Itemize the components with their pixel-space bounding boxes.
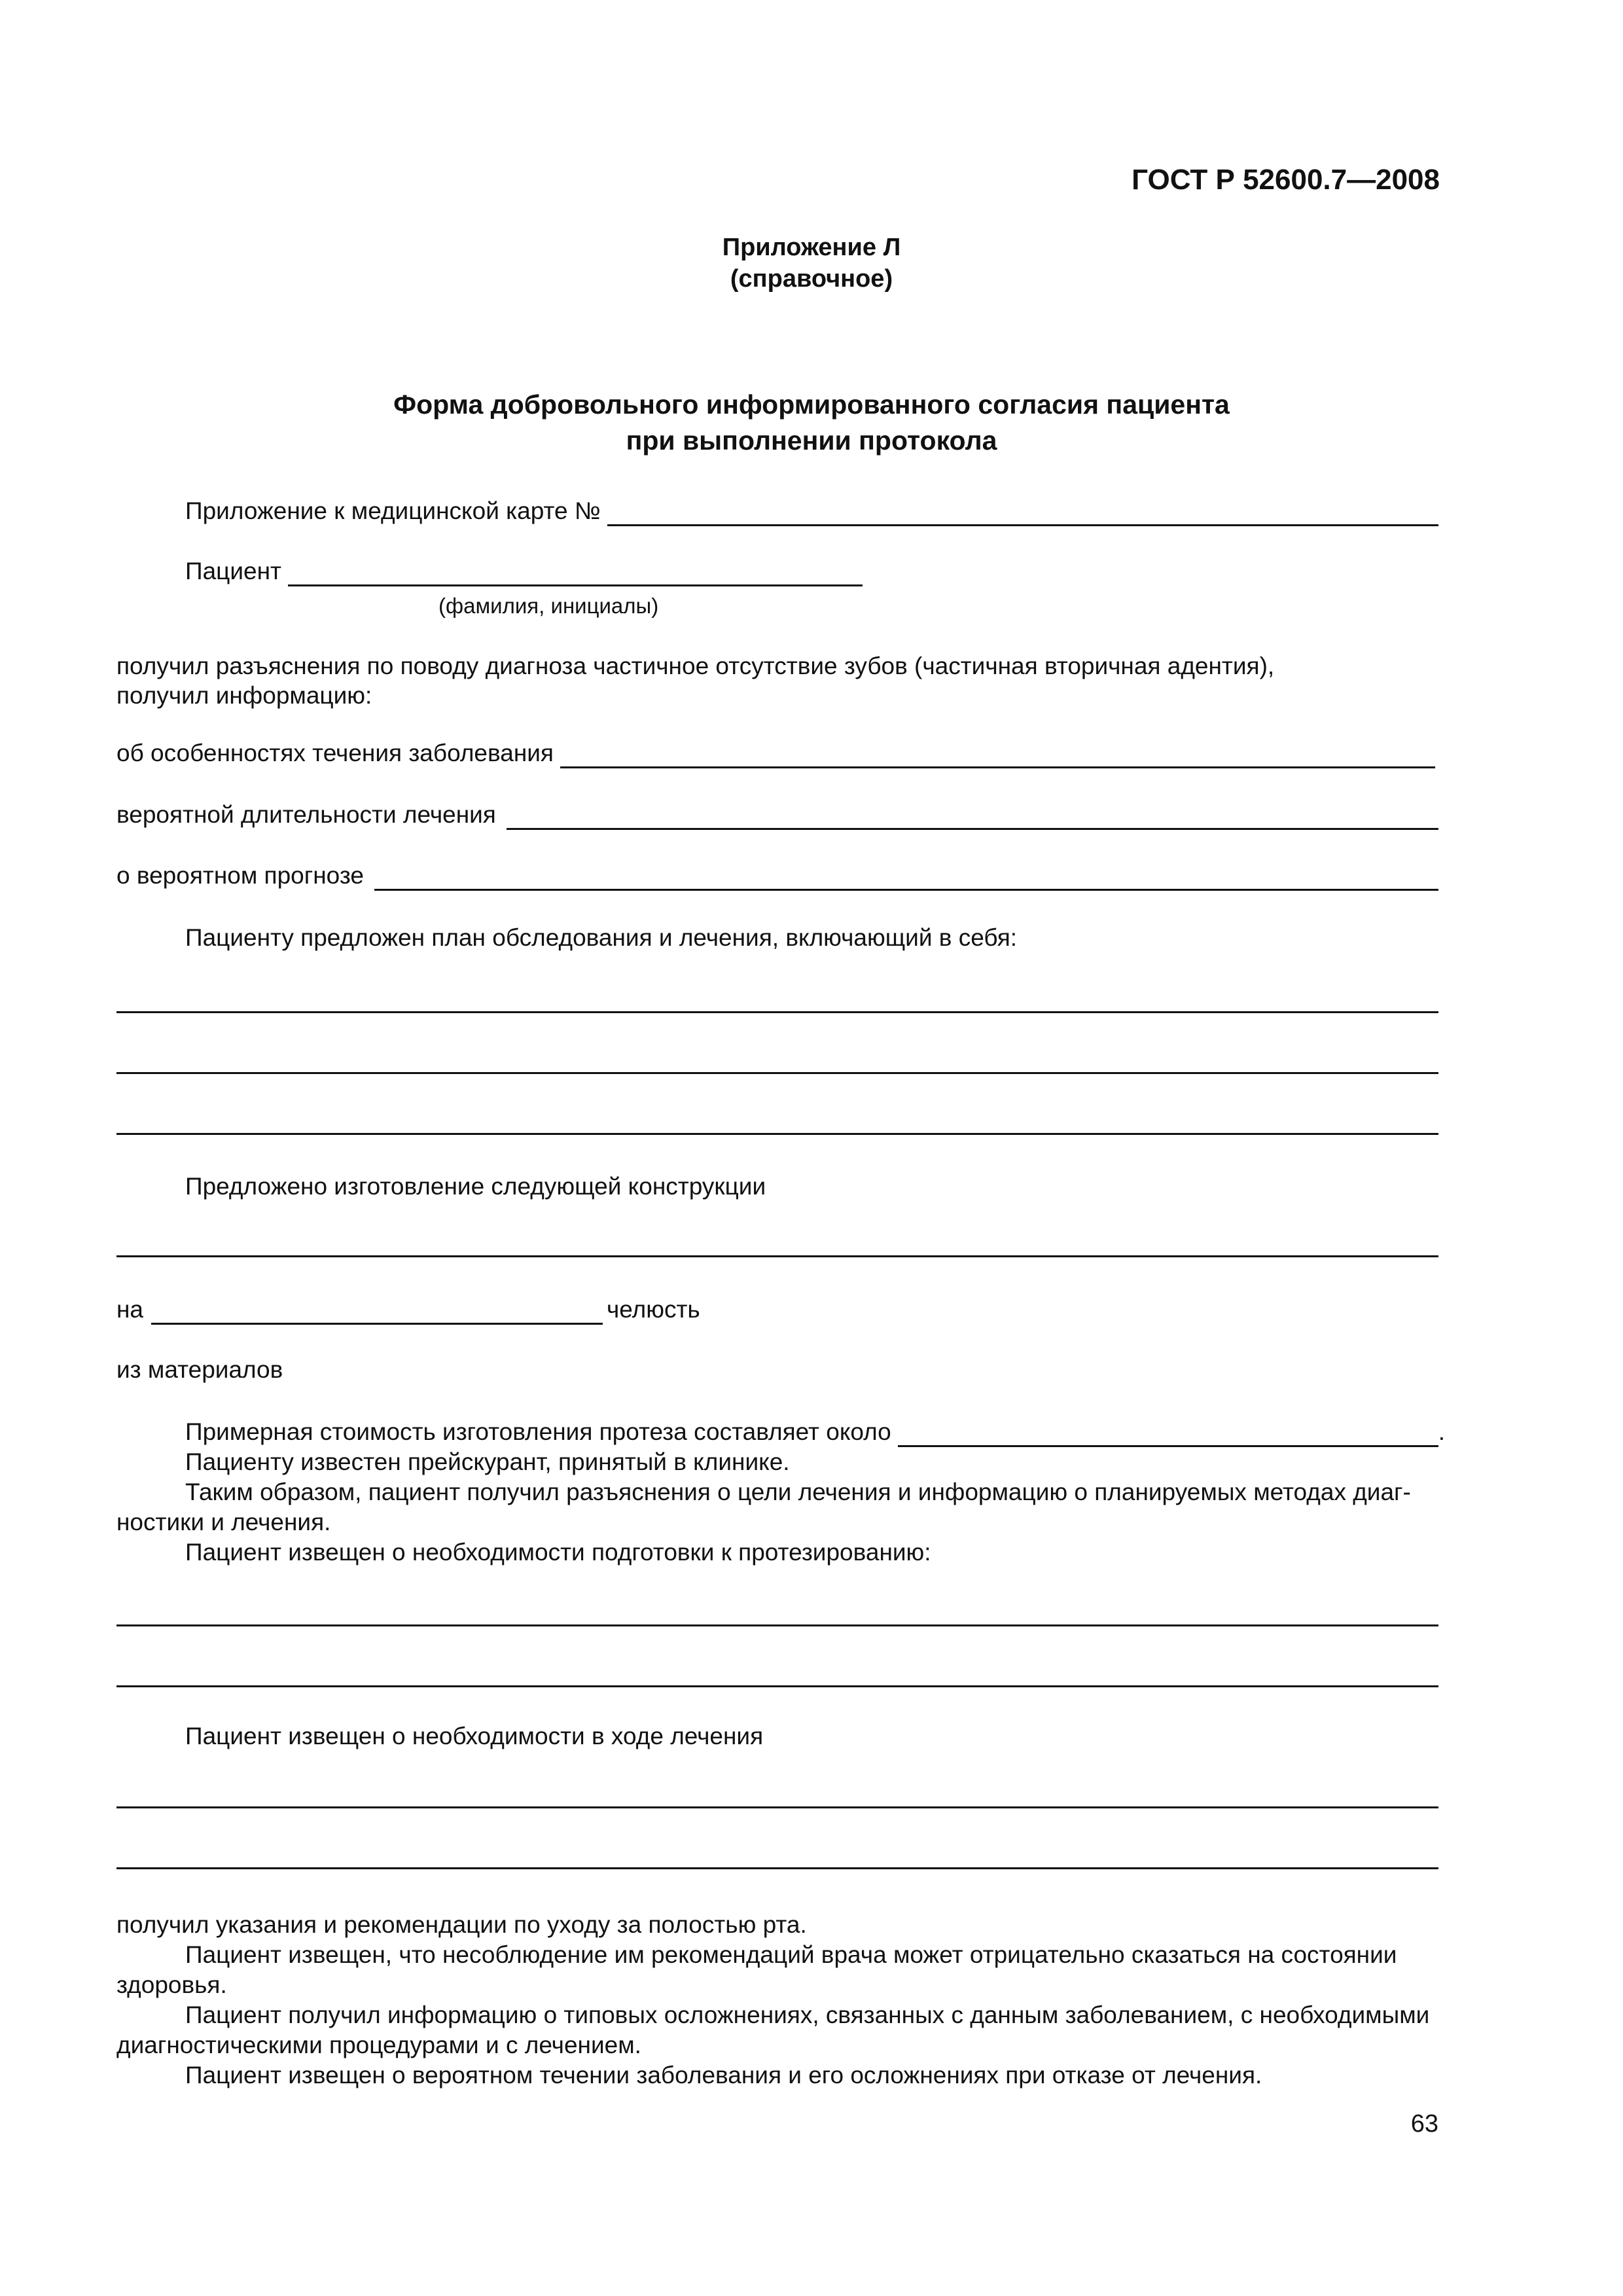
cost-field[interactable]	[185, 1417, 1445, 1447]
cost-label: Примерная стоимость изготовления протеза составляет около	[185, 1418, 891, 1445]
care-text: получил указания и рекомендации по уходу за полостью рта.	[116, 1911, 807, 1938]
jaw-suffix: челюсть	[607, 1296, 700, 1323]
construction-line[interactable]	[116, 1255, 1438, 1257]
page-number: 63	[1410, 2110, 1438, 2138]
medcard-line[interactable]	[607, 502, 1438, 526]
jaw-prefix: на	[116, 1296, 144, 1323]
form-title-line2: при выполнении протокола	[626, 425, 997, 456]
duration-label: вероятной длительности лечения	[116, 801, 496, 828]
prognosis-label: о вероятном прогнозе	[116, 862, 364, 889]
plan-line-2[interactable]	[116, 1072, 1438, 1074]
appendix-subtitle: (справочное)	[730, 265, 893, 293]
noncompliance-line2: здоровья.	[116, 1971, 227, 1998]
doc-code: ГОСТ Р 52600.7—2008	[1132, 164, 1440, 196]
complications-line1: Пациент получил информацию о типовых осложнениях, связанных с данным заболеванием, с необходимыми	[185, 2001, 1430, 2028]
explained-line2: получил информацию:	[116, 682, 372, 709]
plan-line-3[interactable]	[116, 1133, 1438, 1135]
during-line-1[interactable]	[116, 1806, 1438, 1808]
goal-line2: ностики и лечения.	[116, 1509, 331, 1535]
prep-text: Пациент извещен о необходимости подготовки к протезированию:	[185, 1539, 931, 1566]
goal-line1: Таким образом, пациент получил разъяснения о цели лечения и информацию о планируемых методах диаг-	[185, 1479, 1411, 1505]
course-label: об особенностях течения заболевания	[116, 740, 554, 766]
during-line-2[interactable]	[116, 1867, 1438, 1869]
cost-period: .	[1438, 1418, 1445, 1445]
patient-line[interactable]	[288, 562, 863, 586]
cost-line[interactable]	[898, 1423, 1438, 1447]
medcard-field[interactable]	[185, 496, 1438, 526]
jaw-line[interactable]	[151, 1300, 603, 1325]
prep-line-1[interactable]	[116, 1624, 1438, 1626]
prognosis-field[interactable]	[116, 861, 1438, 891]
materials-label: из материалов	[116, 1356, 283, 1383]
plan-text: Пациенту предложен план обследования и лечения, включающий в себя:	[185, 924, 1018, 951]
noncompliance-line1: Пациент извещен, что несоблюдение им рекомендаций врача может отрицательно сказаться на состоянии	[185, 1941, 1397, 1968]
course-field[interactable]	[116, 738, 1435, 768]
duration-line[interactable]	[507, 806, 1438, 830]
medcard-label: Приложение к медицинской карте №	[185, 497, 601, 524]
explained-line1: получил разъяснения по поводу диагноза частичное отсутствие зубов (частичная вторичная адентия),	[116, 653, 1275, 679]
course-line[interactable]	[560, 744, 1435, 768]
plan-line-1[interactable]	[116, 1011, 1438, 1013]
jaw-field[interactable]	[116, 1295, 700, 1325]
during-text: Пациент извещен о необходимости в ходе лечения	[185, 1723, 764, 1749]
prognosis-line[interactable]	[374, 867, 1438, 891]
prep-line-2[interactable]	[116, 1685, 1438, 1687]
patient-field[interactable]	[185, 556, 863, 586]
complications-line2: диагностическими процедурами и с лечением.	[116, 2032, 641, 2058]
appendix-title: Приложение Л	[722, 234, 901, 261]
duration-field[interactable]	[116, 800, 1438, 830]
form-title-line1: Форма добровольного информированного согласия пациента	[393, 389, 1230, 420]
patient-label: Пациент	[185, 558, 281, 584]
construction-text: Предложено изготовление следующей конструкции	[185, 1173, 766, 1200]
pricelist-text: Пациенту известен прейскурант, принятый в клинике.	[185, 1448, 790, 1475]
refusal-text: Пациент извещен о вероятном течении заболевания и его осложнениях при отказе от лечения.	[185, 2062, 1262, 2089]
patient-hint: (фамилия, инициалы)	[438, 594, 659, 618]
